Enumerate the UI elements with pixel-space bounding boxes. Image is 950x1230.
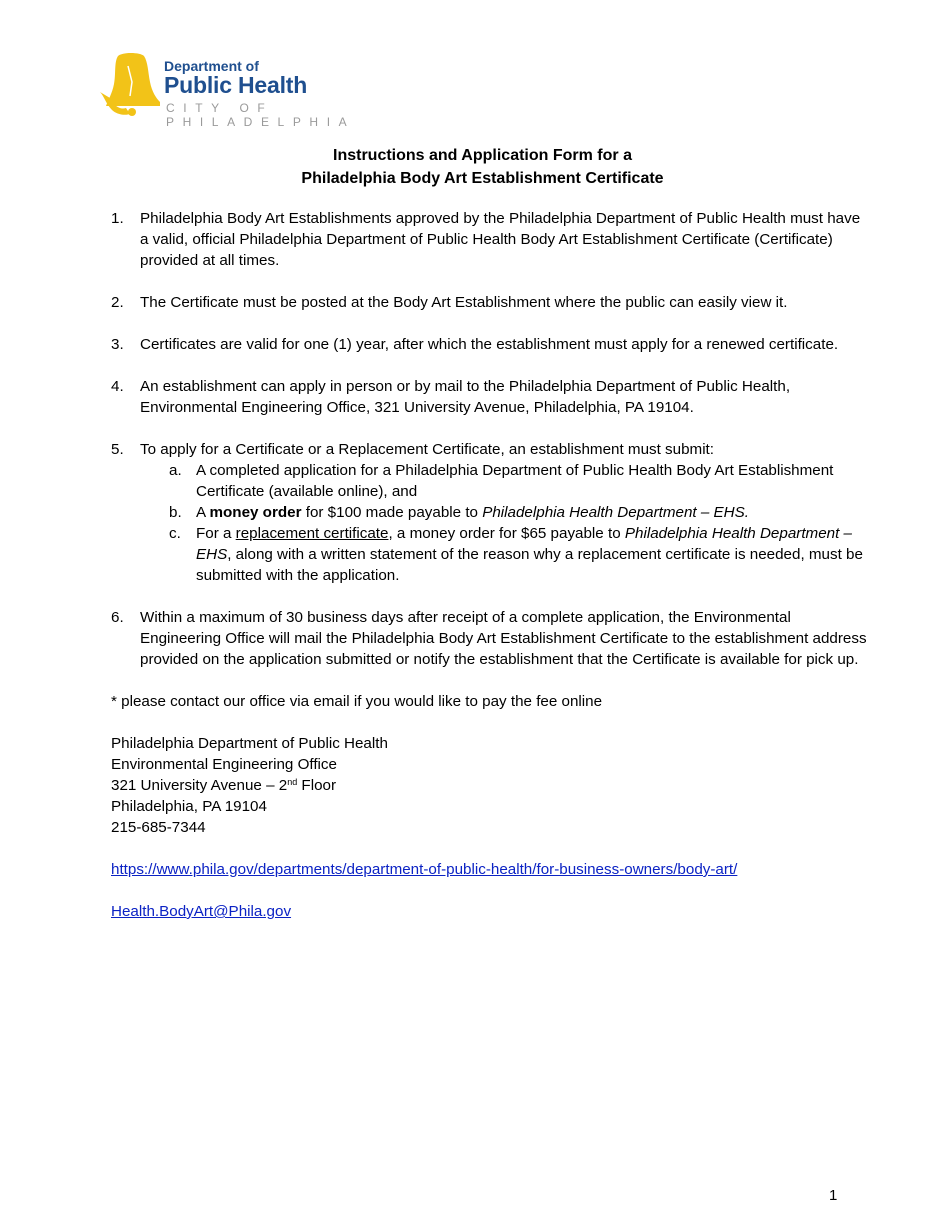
sub-item-text-mid: , a money order for $65 payable to	[388, 525, 625, 542]
sub-item	[140, 502, 871, 523]
sub-item-letter: a.	[169, 462, 182, 479]
logo-department-of: Department of	[164, 58, 259, 74]
item-number: 2.	[111, 294, 124, 311]
sub-item-letter: b.	[169, 504, 182, 521]
sub-item-text-mid: for $100 made payable to	[301, 504, 483, 521]
address-floor: Floor	[297, 777, 337, 794]
item-text: Certificates are valid for one (1) year, after which the establishment must apply for a renewed certificate.	[140, 336, 839, 353]
sub-item	[140, 523, 871, 586]
instructions-list	[111, 208, 871, 670]
instruction-item	[111, 208, 871, 271]
document-title	[0, 144, 950, 190]
sub-item-text-pre: For a	[196, 525, 236, 542]
item-text: The Certificate must be posted at the Body Art Establishment where the public can easily view it.	[140, 294, 788, 311]
liberty-bell-icon	[100, 52, 160, 118]
address-line-3	[111, 775, 871, 796]
document-body	[111, 208, 871, 922]
item-number: 6.	[111, 609, 124, 626]
replacement-certificate-emphasis: replacement certificate	[235, 525, 389, 542]
item-text: Within a maximum of 30 business days after receipt of a complete application, the Environmental Engineering Office will mail the Philadelphia Body Art Establishment Certificate to the establishment address provided on the application submitted or notify the establishment that the Certificate is available for pick up.	[140, 609, 867, 668]
body-art-website-link[interactable]: https://www.phila.gov/departments/department-of-public-health/for-business-owners/body-art/	[111, 861, 738, 878]
item-number: 3.	[111, 336, 124, 353]
address-street: 321 University Avenue – 2	[111, 777, 288, 794]
item-text: To apply for a Certificate or a Replacement Certificate, an establishment must submit:	[140, 441, 715, 458]
title-line-2: Philadelphia Body Art Establishment Certificate	[301, 170, 664, 187]
requirements-sublist	[140, 460, 871, 586]
logo-public-health: Public Health	[164, 72, 308, 98]
item-text: Philadelphia Body Art Establishments approved by the Philadelphia Department of Public Health must have a valid, official Philadelphia Department of Public Health Body Art Establishment Certificate (Certificate) provided at all times.	[140, 210, 861, 269]
sub-item-text-post: , along with a written statement of the reason why a replacement certificate is needed, must be submitted with the application.	[196, 546, 863, 584]
online-payment-note: * please contact our office via email if you would like to pay the fee online	[111, 693, 603, 710]
item-number: 4.	[111, 378, 124, 395]
money-order-emphasis: money order	[209, 504, 302, 521]
instruction-item	[111, 292, 871, 313]
payee-name: Philadelphia Health Department – EHS	[196, 525, 852, 563]
payee-name: Philadelphia Health Department – EHS.	[482, 504, 749, 521]
address-line-4: Philadelphia, PA 19104	[111, 798, 267, 815]
item-number: 5.	[111, 441, 124, 458]
address-line-1: Philadelphia Department of Public Health	[111, 735, 388, 752]
item-text: An establishment can apply in person or by mail to the Philadelphia Department of Public Health, Environmental Engineering Office, 321 University Avenue, Philadelphia, PA 19104.	[140, 378, 791, 416]
instruction-item	[111, 607, 871, 670]
logo-city-of-philadelphia: CITY OF PHILADELPHIA	[166, 101, 356, 129]
instruction-item	[111, 439, 871, 586]
address-floor-suffix: nd	[287, 777, 298, 787]
title-line-1: Instructions and Application Form for a	[333, 147, 632, 164]
page-number: 1	[829, 1187, 838, 1204]
sub-item-letter: c.	[169, 525, 181, 542]
body-art-email-link[interactable]: Health.BodyArt@Phila.gov	[111, 903, 292, 920]
instruction-item	[111, 376, 871, 418]
office-phone: 215-685-7344	[111, 819, 206, 836]
sub-item-text-pre: A	[196, 504, 210, 521]
office-address	[111, 733, 871, 838]
sub-item-text: A completed application for a Philadelphia Department of Public Health Body Art Establishment Certificate (available online), and	[196, 462, 834, 500]
instruction-item	[111, 334, 871, 355]
item-number: 1.	[111, 210, 124, 227]
sub-item	[140, 460, 871, 502]
department-logo	[100, 50, 460, 129]
address-line-2: Environmental Engineering Office	[111, 756, 337, 773]
